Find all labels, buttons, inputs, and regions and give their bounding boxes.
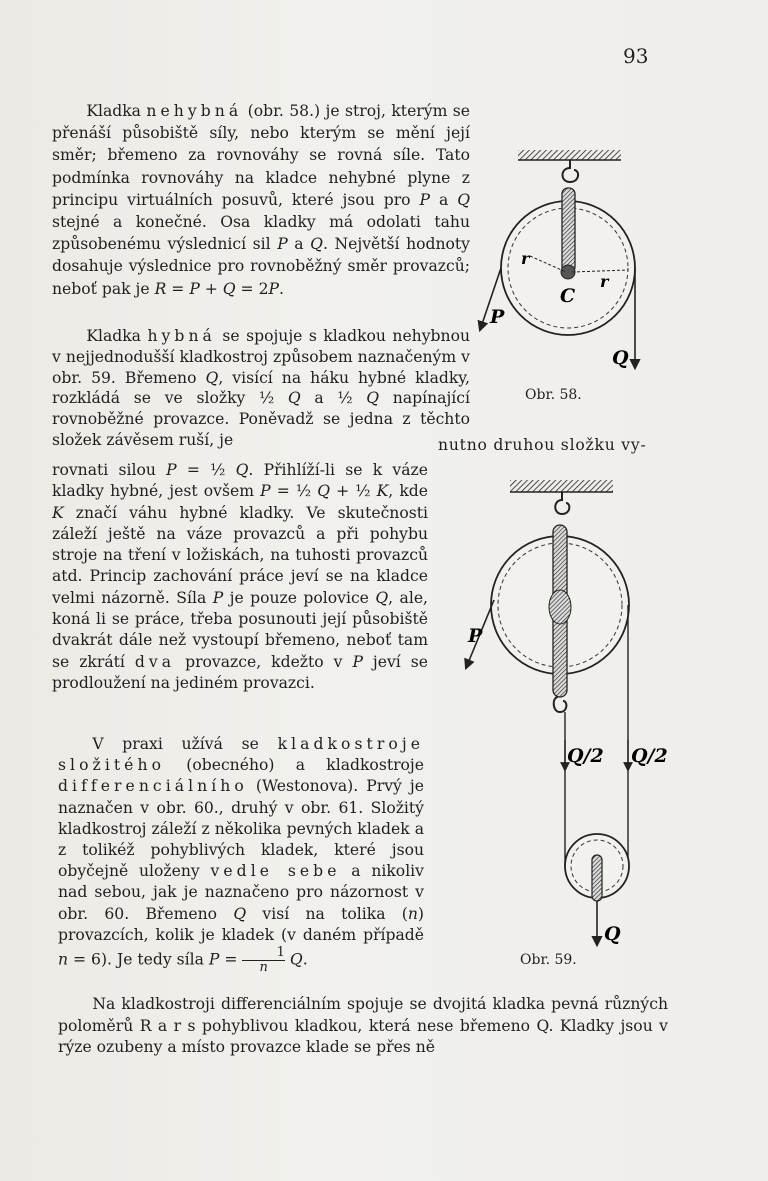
hook-icon xyxy=(563,160,579,182)
label-C: C xyxy=(560,285,576,307)
term-differencialni: differenciálního xyxy=(58,777,248,796)
label-Q: Q xyxy=(612,347,629,369)
label-P: P xyxy=(468,625,483,647)
label-r2: r xyxy=(600,272,609,291)
figure-58 xyxy=(480,150,635,369)
caption-fig59: Obr. 59. xyxy=(520,952,577,968)
paragraph-overflow-line: nutno druhou složku vy- xyxy=(438,436,647,454)
movable-strap xyxy=(592,855,602,901)
paragraph-fixed-pulley: Kladka nehybná (obr. 58.) je stroj, kterým se přenáší působiště síly, nebo kterým se mění její směr; břemeno za rovnováhy se rovná síle. Tato podmínka rovnováhy na kladce nehybné plyne z principu virtuálních posuvů, které jsou pro P a Q stejné a konečné. Osa kladky má odolati tahu způsobenému výslednicí sil P a Q. Největší hodnoty dosahuje výslednice pro rovnoběžný směr provazců; neboť pak je R = P + Q = 2P. xyxy=(52,102,471,298)
term-kladkostroje: kladkostroje xyxy=(277,735,424,753)
term-dva: dva xyxy=(134,652,176,671)
term-slozity: složitého xyxy=(58,756,166,775)
term-hybna: hybná xyxy=(147,327,216,345)
caption-fig58: Obr. 58. xyxy=(525,387,582,403)
ceiling-hatch xyxy=(510,480,613,492)
label-Q-half-right: Q/2 xyxy=(631,745,668,767)
paragraph-differential-pulley: Na kladkostroji differenciálním spojuje se dvojitá kladka pevná různých poloměrů R a r s pohyblivou kladkou, která nese břemeno Q. Kladky jsou v rýze ozubeny a místo provazce klade se přes ně xyxy=(58,995,668,1056)
axle-block xyxy=(549,590,571,624)
ceiling-hatch xyxy=(518,150,621,160)
paragraph-movable-pulley: Kladka hybná se spojuje s kladkou nehybnou v nejjednodušší kladkostroj způsobem naznačeným v obr. 59. Břemeno Q, visící na háku hybné kladky, rozkládá se ve složky ½ Q a ½ Q napínající rovnoběžné provazce. Poněvadž se jedna z těchto složek závěsem ruší, je xyxy=(52,327,471,449)
paragraph-compound-pulley: V praxi užívá se kladkostroje složitého (obecného) a kladkostroje differenciálního (Westonova). Prvý je naznačen v obr. 60., druhý v obr. 61. Složitý kladkostroj záleží z několika pevných kladek a z tolikéž pohyblivých kladek, které jsou obyčejně uloženy vedle sebe a nikoliv nad sebou, jak je naznačeno pro názornost v obr. 60. Břemeno Q visí na tolika (n) provazcích, kolik je kladek (v daném případě n = 6). Je tedy síla P = $\frac{1}{n} Q$. xyxy=(58,735,424,976)
label-r1: r xyxy=(521,249,530,268)
label-P: P xyxy=(490,306,505,328)
pulley-strap xyxy=(562,188,575,273)
hook-icon xyxy=(554,697,567,712)
page-number: 93 xyxy=(623,44,649,68)
hook-icon xyxy=(555,492,569,514)
figure-59 xyxy=(466,480,668,945)
label-Q-half-left: Q/2 xyxy=(567,745,604,767)
paragraph-movable-pulley-continued: rovnati silou P = ½ Q. Přihlíží-li se k váze kladky hybné, jest ovšem P = ½ Q + ½ K, kde K značí váhu hybné kladky. Ve skutečnosti záleží ještě na váze provazců a při pohybu stroje na tření v ložiskách, na tuhosti provazců atd. Princip zachování práce jeví se na kladce velmi názorně. Síla P je pouze polovice Q, ale, koná li se práce, třeba posunouti její působiště dvakrát dále než vystoupí břemeno, neboť tam se zkrátí dva provazce, kdežto v P jeví se prodloužení na jediném provazci. xyxy=(52,461,428,692)
term-nehybna: nehybná xyxy=(146,102,243,120)
label-Q: Q xyxy=(604,923,621,945)
term-vedle-sebe: vedle sebe xyxy=(210,862,341,881)
